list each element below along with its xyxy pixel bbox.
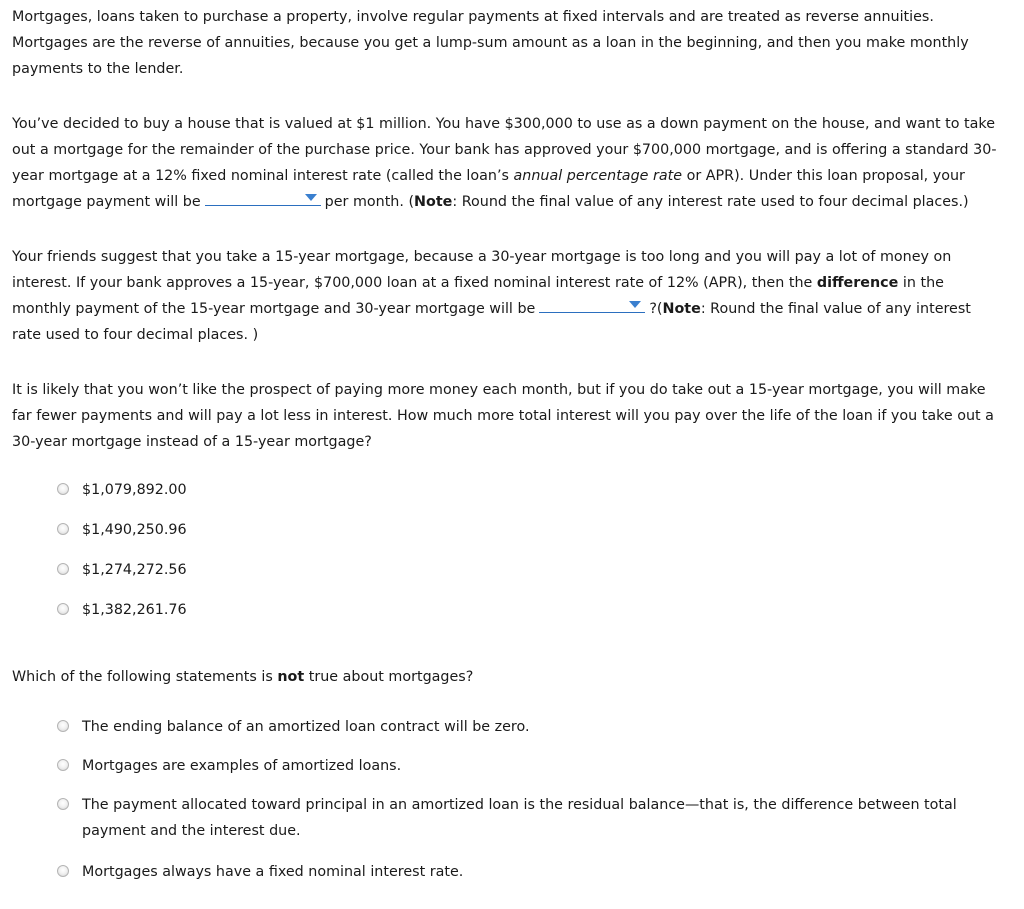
q4-option-label: Mortgages are examples of amortized loans. [82,758,402,774]
radio-button-icon[interactable] [57,720,69,732]
q4-option-label: The payment allocated toward principal in an amortized loan is the residual balance—that is, the difference between total payment and the interest due. [82,797,957,839]
q2-text-c: ?( [649,301,663,317]
q4-option-label: Mortgages always have a fixed nominal interest rate. [82,864,464,880]
q3-options [12,477,1002,623]
radio-button-icon[interactable] [57,603,69,615]
radio-button-icon[interactable] [57,798,69,810]
q4-option-2[interactable] [12,753,1002,779]
q1-text-c: per month. ( [324,194,415,210]
question-3: It is likely that you won’t like the prospect of paying more money each month, but if you do take out a 15-year mortgage, you will make far fewer payments and will pay a lot less in interest. How much more total interest will you pay over the life of the loan if you take out a 30-year mortgage instead of a 15-year mortgage? [12,382,994,450]
q4-option-label: The ending balance of an amortized loan contract will be zero. [82,719,530,735]
q3-option-4[interactable] [12,597,1002,623]
q2-difference-term: difference [816,275,899,291]
q3-option-1[interactable] [12,477,1002,503]
q3-option-label: $1,382,261.76 [82,602,187,618]
q4-option-3[interactable] [12,792,1002,844]
q3-option-label: $1,079,892.00 [82,482,187,498]
q2-difference-dropdown[interactable] [539,298,645,313]
radio-button-icon[interactable] [57,759,69,771]
radio-button-icon[interactable] [57,865,69,877]
q4-option-4[interactable] [12,859,1002,885]
question-1 [12,111,1002,215]
q3-option-3[interactable] [12,557,1002,583]
dropdown-arrow-icon [629,301,641,308]
q4-options [12,714,1002,885]
q1-apr-term: annual percentage rate [513,168,683,184]
radio-button-icon[interactable] [57,483,69,495]
radio-button-icon[interactable] [57,563,69,575]
q3-option-label: $1,490,250.96 [82,522,187,538]
q4-option-1[interactable] [12,714,1002,740]
q3-option-2[interactable] [12,517,1002,543]
radio-button-icon[interactable] [57,523,69,535]
q1-payment-dropdown[interactable] [205,191,321,206]
q1-note-label: Note [414,194,453,210]
q1-text-b: or APR). Under this loan proposal, your mortgage payment will be [12,168,965,210]
q2-text-a: Your friends suggest that you take a 15-year mortgage, because a 30-year mortgage is too long and you will pay a lot of money on interest. If your bank approves a 15-year, $700,000 loan at a fixed nominal interest rate of 12% (APR), then the [12,249,952,291]
q1-text-d: : Round the final value of any interest rate used to four decimal places.) [452,194,969,210]
q4-text-a: Which of the following statements is [12,669,278,685]
q2-text-d: : Round the final value of any interest rate used to four decimal places. ) [12,301,971,343]
q3-option-label: $1,274,272.56 [82,562,187,578]
q4-text-b: true about mortgages? [304,669,474,685]
intro-paragraph: Mortgages, loans taken to purchase a property, involve regular payments at fixed intervals and are treated as reverse annuities. Mortgages are the reverse of annuities, because you get a lump-sum amount as a loan in the beginning, and then you make monthly payments to the lender. [12,9,969,77]
question-2 [12,244,1002,348]
q1-text-a: You’ve decided to buy a house that is valued at $1 million. You have $300,000 to use as a down payment on the house, and want to take out a mortgage for the remainder of the purchase price. Your bank has approved your $700,000 mortgage, and is offering a standard 30-year mortgage at a 12% fixed nominal interest rate (called the loan’s [12,116,997,184]
question-4 [12,664,1002,690]
question-page [12,4,1002,898]
dropdown-arrow-icon [305,194,317,201]
q4-not-term: not [277,669,305,685]
q2-text-b: in the monthly payment of the 15-year mortgage and 30-year mortgage will be [12,275,944,317]
q2-note-label: Note [662,301,701,317]
